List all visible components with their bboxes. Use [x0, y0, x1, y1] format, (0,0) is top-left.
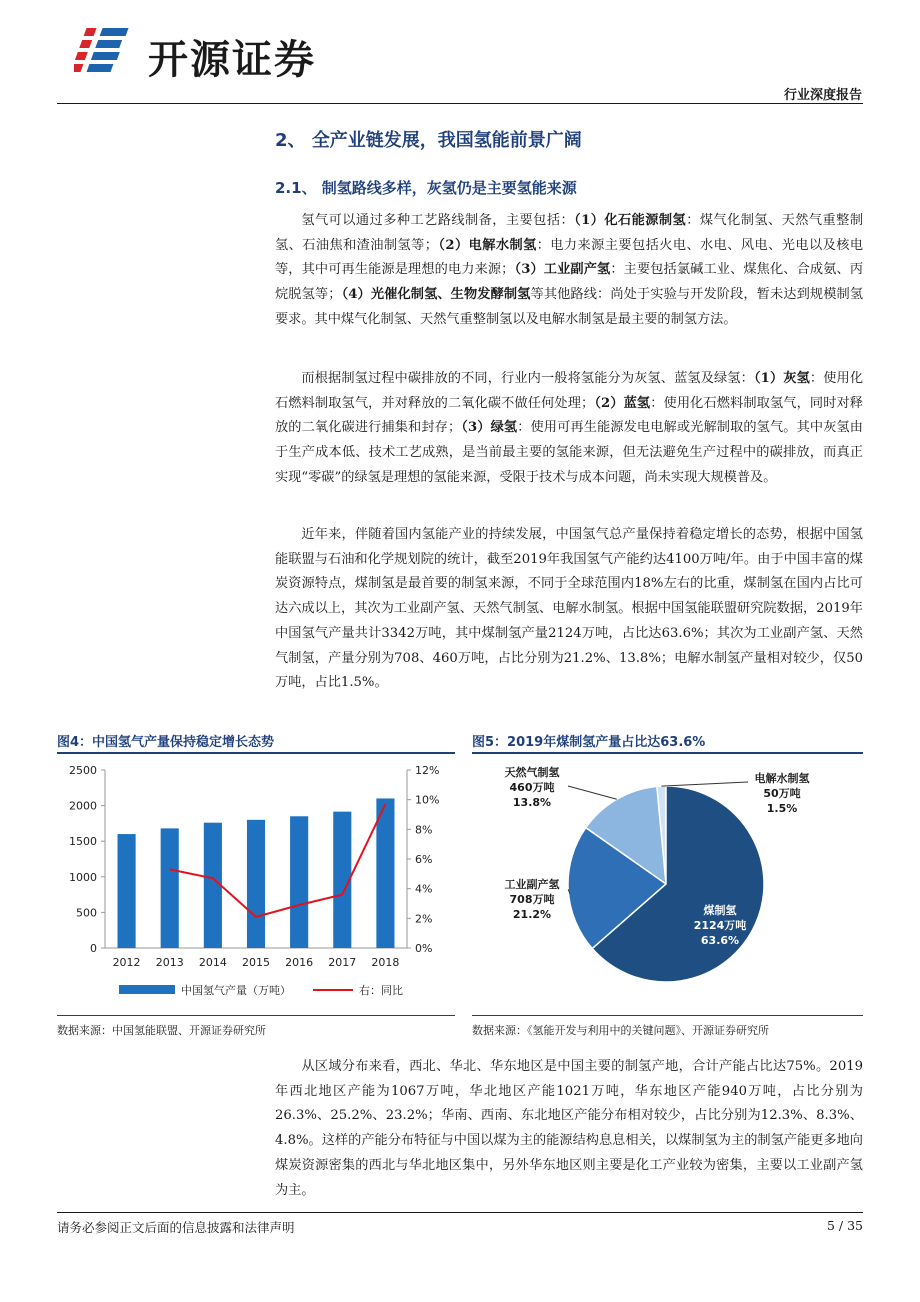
text-run: 近年来，伴随着国内氢能产业的持续发展，中国氢气总产量保持着稳定增长的态势，根据中国氢能联盟与石油和化学规划院的统计，截至2019年我国氢气产能约达4100万吨/年。由于中国丰富的煤炭资源特点，煤制氢是最首要的制氢来源，不同于全球范围内18%左右的比重，煤制氢在国内占比可达六成以上，其次为工业副产氢、天然气制氢、电解水制氢。根据中国氢能联盟研究院数据，2019年中国氢气产量共计3342万吨，其中煤制氢产量2124万吨，占比达63.6%；其次为工业副产氢、天然气制氢，产量分别为708、460万吨，占比分别为21.2%、13.8%；电解水制氢产量相对较少，仅50万吨，占比1.5%。	[275, 527, 863, 691]
slice-label-name: 天然气制氢	[504, 766, 560, 779]
figure4-source: 数据来源：中国氢能联盟、开源证券研究所	[57, 1024, 266, 1037]
figure5-title: 图5：2019年煤制氢产量占比达63.6%	[472, 735, 706, 750]
y-right-tick-label: 6%	[415, 853, 433, 866]
text-run: 从区域分布来看，西北、华北、华东地区是中国主要的制氢产地，合计产能占比达75%。2019年西北地区产能为1067万吨，华北地区产能1021万吨，华东地区产能940万吨，占比分别为26.3%、25.2%、23.2%；华南、西南、东北地区产能分布相对较少，占比分别为12.3%、8.3%、4.8%。这样的产能分布特征与中国以煤为主的能源结构息息相关，以煤制氢为主的制氢产能更多地向煤炭资源密集的西北与华北地区集中，另外华东地区则主要是化工产业较为密集，主要以工业副产氢为主。	[275, 1059, 863, 1198]
text-run: ：使用可再生能源发电电解或光解制取的氢气。其中灰氢由于生产成本低、技术工艺成熟，是当前最主要的氢能来源，但无法避免生产过程中的碳排放，而真正实现“零碳”的绿氢是理想的氢能来源，受限于技术与成本问题，尚未实现大规模普及。	[275, 420, 863, 485]
slice-label-value: 50万吨	[763, 787, 801, 800]
legend-label-line: 右：同比	[359, 984, 403, 997]
figure5-bottom-rule	[472, 1015, 863, 1016]
bar	[204, 823, 222, 948]
x-tick-label: 2015	[242, 956, 270, 969]
x-tick-label: 2012	[112, 956, 141, 969]
slice-label-percent: 63.6%	[700, 934, 740, 947]
document-type: 行业深度报告	[783, 88, 862, 103]
page-number: 5 / 35	[826, 1218, 863, 1233]
text-run: ：煤气化制氢、天然气重整制氢、石油焦和渣油制氢等；	[275, 213, 864, 253]
figure5-source: 数据来源：《氢能开发与利用中的关键问题》、开源证券研究所	[472, 1024, 769, 1037]
header-rule	[57, 103, 863, 104]
text-run: ：电力来源主要包括火电、水电、风电、光电以及核电等，其中可再生能源是理想的电力来源；	[275, 237, 864, 278]
slice-label-value: 2124万吨	[693, 919, 747, 932]
y-left-tick-label: 1500	[69, 835, 97, 849]
paragraph-regional-distribution	[275, 1055, 863, 1203]
bold-term: （1）灰氢	[753, 371, 810, 386]
subsection-heading: 2.1、 制氢路线多样，灰氢仍是主要氢能来源	[275, 179, 577, 197]
bold-term: （1）化石能源制氢	[574, 213, 687, 228]
y-left-tick-label: 2000	[69, 799, 97, 813]
section-heading: 2、 全产业链发展，我国氢能前景广阔	[275, 130, 582, 151]
y-left-tick-label: 500	[76, 906, 97, 920]
legend-label-bar: 中国氢气产量（万吨）	[181, 984, 291, 997]
bar	[161, 828, 179, 948]
text-run: ：使用化石燃料制取氢气，同时对释放的二氧化碳进行捕集和封存；	[275, 395, 863, 436]
x-tick-label: 2017	[328, 956, 357, 969]
text-run: ：使用化石燃料制取氢气，并对释放的二氧化碳不做任何处理；	[275, 371, 864, 411]
figure5-top-rule	[472, 752, 863, 754]
text-run: 氢气可以通过多种工艺路线制备，主要包括：	[301, 213, 575, 228]
brand-logo	[74, 24, 142, 80]
bar	[247, 820, 265, 948]
paragraph-production-stats	[275, 523, 863, 696]
text-run: ：主要包括氯碱工业、煤焦化、合成氨、丙烷脱氢等；	[275, 262, 864, 303]
slice-label-percent: 1.5%	[766, 802, 798, 815]
bar	[118, 834, 136, 948]
leader-line	[568, 786, 617, 799]
figure4-top-rule	[57, 752, 455, 754]
bold-term: （4）光催化制氢、生物发酵制氢	[341, 287, 531, 303]
text-run: 等其他路线：尚处于实验与开发阶段，暂未达到规模制氢要求。其中煤气化制氢、天然气重整制氢以及电解水制氢是最主要的制氢方法。	[275, 287, 864, 327]
y-right-tick-label: 4%	[415, 882, 433, 896]
y-left-tick-label: 1000	[69, 870, 97, 884]
y-right-tick-label: 10%	[415, 793, 440, 807]
y-left-tick-label: 2500	[69, 764, 97, 777]
x-tick-label: 2016	[285, 956, 314, 969]
bold-term: （2）电解水制氢	[437, 237, 537, 253]
bold-term: （3）绿氢	[461, 420, 518, 436]
brand-name: 开源证券	[148, 37, 316, 83]
slice-label-value: 708万吨	[509, 893, 555, 906]
x-tick-label: 2018	[371, 956, 400, 969]
y-left-tick-label: 0	[90, 942, 97, 955]
text-run: 而根据制氢过程中碳排放的不同，行业内一般将氢能分为灰氢、蓝氢及绿氢：	[301, 371, 754, 386]
slice-label-value: 460万吨	[509, 781, 555, 794]
y-right-tick-label: 0%	[415, 942, 433, 955]
slice-label-name: 电解水制氢	[754, 772, 810, 785]
bold-term: （2）蓝氢	[594, 395, 651, 411]
bold-term: （3）工业副产氢	[514, 262, 611, 278]
x-tick-label: 2014	[198, 956, 227, 969]
leader-line	[661, 782, 748, 786]
yoy-line	[170, 804, 386, 917]
legend-swatch-bar	[119, 985, 175, 994]
paragraph-hydrogen-colors	[275, 367, 863, 491]
footer-disclaimer: 请务必参阅正文后面的信息披露和法律声明	[57, 1220, 295, 1235]
brand-logo-icon	[74, 24, 142, 80]
y-right-tick-label: 12%	[415, 764, 440, 777]
bar	[376, 798, 394, 948]
bar	[290, 816, 308, 948]
slice-label-percent: 21.2%	[512, 908, 552, 921]
footer-rule	[57, 1212, 863, 1213]
paragraph-production-routes	[275, 209, 863, 333]
figure4-bottom-rule	[57, 1015, 455, 1016]
bar-line-chart	[57, 756, 455, 1011]
slice-label-percent: 13.8%	[512, 796, 552, 809]
slice-label-name: 煤制氢	[703, 904, 737, 917]
pie-chart	[472, 756, 863, 1011]
y-right-tick-label: 8%	[415, 823, 433, 837]
slice-label-name: 工业副产氢	[504, 878, 560, 891]
x-tick-label: 2013	[155, 956, 184, 969]
figure4-title: 图4：中国氢气产量保持稳定增长态势	[57, 735, 275, 750]
y-right-tick-label: 2%	[415, 912, 433, 926]
